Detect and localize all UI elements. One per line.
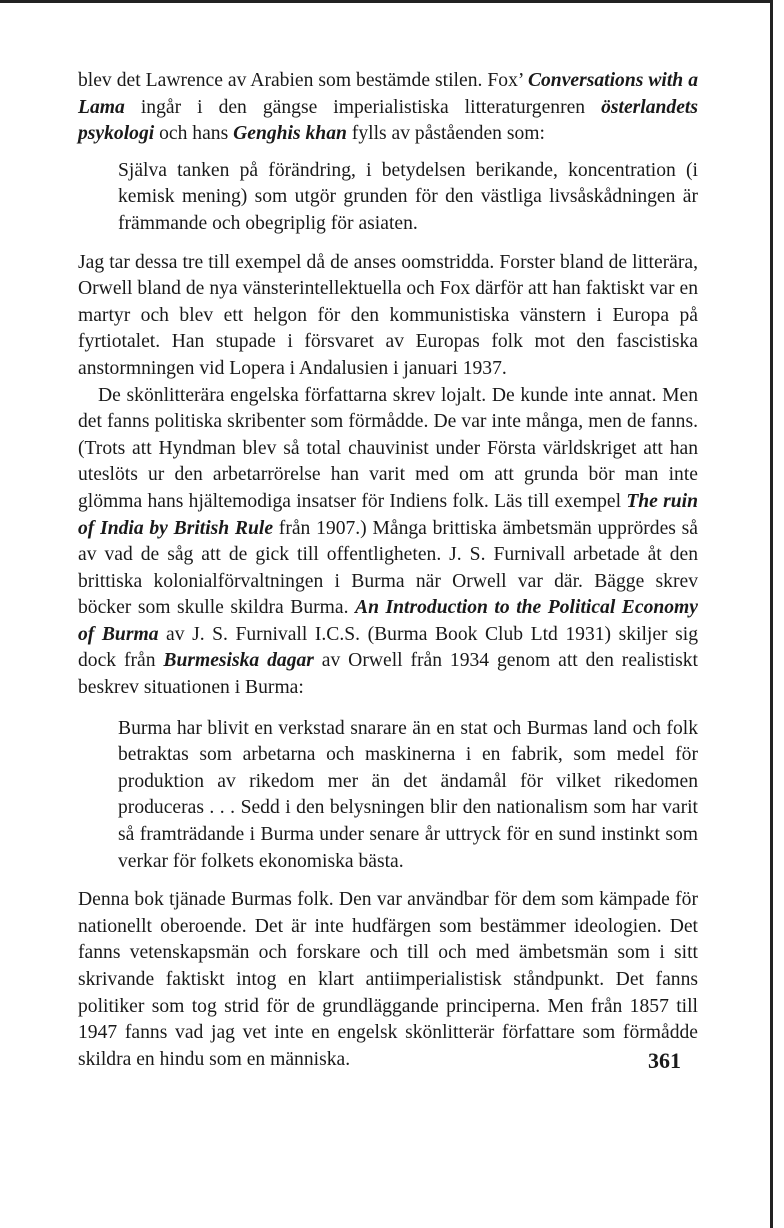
paragraph-2: Jag tar dessa tre till exempel då de anses oomstridda. Forster bland de litterära, Orwell bland de nya vänsterintellektuella och Fox därför att han faktiskt var en martyr och blev ett helgon för den kommunistiska vänstern i Europa på fyrtiotalet. Han stupade i försvaret av Europas folk mot den fascistiska anstormningen vid Lopera i Andalusien i januari 1937. bbox=[78, 251, 698, 379]
title-osterlandets-psykologi: österlandets psykologi bbox=[78, 96, 698, 145]
p3-text-a: De skönlitterära engelska författarna skrev lojalt. De kunde inte annat. Men det fanns politiska skribenter som förmådde. De var inte många, men de fanns. (Trots att Hyndman blev så total chauvinist under Första världskriget att han uteslöts ur den arbetarrörelse han varit med om att grunda bör man inte glömma hans hjältemodiga insatser för Indiens folk. Läs till exempel bbox=[78, 384, 698, 512]
book-page-body bbox=[78, 68, 698, 1073]
title-genghis-khan: Genghis khan bbox=[233, 123, 347, 145]
block-quote-2: Burma har blivit en verkstad snarare än en stat och Burmas land och folk betraktas som arbetarna och maskinerna i en fabrik, som medel för produktion av rikedom mer än det ändamål för vilket rikedomen produceras . . . Sedd i den belysningen blir den nationalism som har varit så framträdande i Burma under senare år uttryck för en sund instinkt som verkar för folkets ekonomiska bästa. bbox=[118, 717, 698, 872]
p1-text-c: ingår i den gängse imperialistiska litteraturgenren bbox=[124, 96, 602, 118]
title-political-economy-of-burma: An Introduction to the Political Economy of Burma bbox=[78, 597, 698, 645]
paragraph-1 bbox=[78, 68, 698, 148]
title-burmesiska-dagar: Burmesiska dagar bbox=[163, 650, 314, 672]
scan-border-top bbox=[0, 0, 770, 3]
title-ruin-of-india: The ruin of India by British Rule bbox=[78, 490, 698, 539]
title-conversations-with-a-lama: Conversations with a Lama bbox=[78, 70, 698, 118]
page-number: 361 bbox=[648, 1048, 681, 1073]
block-quote-1: Själva tanken på förändring, i betydelsen berikande, koncentration (i kemisk mening) som utgör grunden för den västliga livsåskådningen är främmande och obegriplig för asiaten. bbox=[118, 159, 698, 234]
p1-text-a: blev det Lawrence av Arabien som bestämde stilen. Fox’ bbox=[78, 70, 528, 91]
p1-text-g: fylls av påståenden som: bbox=[346, 123, 545, 145]
scan-border-right bbox=[770, 0, 773, 1228]
p1-text-e: och hans bbox=[154, 123, 234, 145]
p3-text-e: av J. S. Furnivall I.C.S. (Burma Book Club Ltd 1931) skiljer sig dock från bbox=[78, 623, 698, 672]
p3-text-c: från 1907.) Många brittiska ämbetsmän upprördes så av vad de såg att de gick till offentligheten. J. S. Furnivall arbetade åt den brittiska kolonialförvaltningen i Burma när Orwell var där. Bägge skrev böcker som skulle skildra Burma. bbox=[78, 517, 699, 619]
paragraph-4: Denna bok tjänade Burmas folk. Den var användbar för dem som kämpade för nationellt oberoende. Det är inte hudfärgen som bestämmer ideologien. Det fanns vetenskapsmän och forskare och till och med ämbetsmän som i sitt skrivande faktiskt intog en klart antiimperialistisk ståndpunkt. Det fanns politiker som tog strid för de grundläggande principerna. Men från 1857 till 1947 fanns vad jag vet inte en engelsk skönlitterär författare som förmådde skildra en hindu som en människa. bbox=[78, 889, 698, 1070]
paragraph-3 bbox=[78, 383, 698, 702]
p3-text-g: av Orwell från 1934 genom att den realistiskt beskrev situationen i Burma: bbox=[78, 650, 698, 699]
